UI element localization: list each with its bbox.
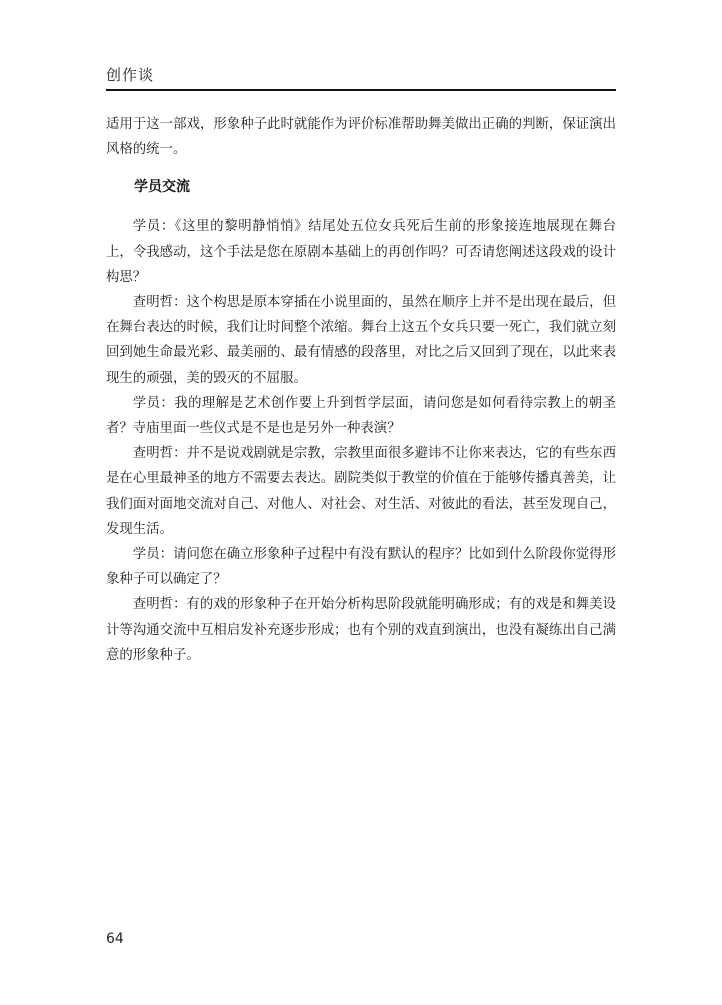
running-header-title: 创作谈: [106, 66, 155, 84]
intro-paragraph: 适用于这一部戏，形象种子此时就能作为评价标准帮助舞美做出正确的判断，保证演出风格的统一。: [106, 117, 616, 158]
paragraph-answer-2: 查明哲：并不是说戏剧就是宗教，宗教里面很多避讳不让你来表达，它的有些东西是在心里最神圣的地方不需要去表达。剧院类似于教堂的价值在于能够传播真善美，让我们面对面地交流对自己、对他人、对社会、对生活、对彼此的看法，甚至发现自己，发现生活。: [106, 446, 616, 537]
running-header: [106, 66, 616, 91]
paragraph-student-question-3: 学员：请问您在确立形象种子过程中有没有默认的程序？比如到什么阶段你觉得形象种子可以确定了？: [106, 547, 616, 588]
header-rule: [106, 89, 616, 91]
page-body: [106, 112, 616, 668]
paragraph-answer-3: 查明哲：有的戏的形象种子在开始分析构思阶段就能明确形成；有的戏是和舞美设计等沟通交流中互相启发补充逐步形成；也有个别的戏直到演出，也没有凝练出自己满意的形象种子。: [106, 597, 616, 663]
section-title: 学员交流: [134, 179, 190, 196]
paragraph-answer-1: 查明哲：这个构思是原本穿插在小说里面的，虽然在顺序上并不是出现在最后，但在舞台表达的时候，我们让时间整个浓缩。舞台上这五个女兵只要一死亡，我们就立刻回到她生命最光彩、最美丽的、最有情感的段落里，对比之后又回到了现在，以此来表现生的顽强，美的毁灭的不屈服。: [106, 295, 616, 386]
paragraph-student-question-1: 学员：《这里的黎明静悄悄》结尾处五位女兵死后生前的形象接连地展现在舞台上，令我感动，这个手法是您在原剧本基础上的再创作吗？可否请您阐述这段戏的设计构思？: [106, 219, 616, 285]
page-number: 64: [106, 931, 124, 947]
paragraph-student-question-2: 学员：我的理解是艺术创作要上升到哲学层面，请问您是如何看待宗教上的朝圣者？寺庙里面一些仪式是不是也是另外一种表演？: [106, 395, 616, 437]
